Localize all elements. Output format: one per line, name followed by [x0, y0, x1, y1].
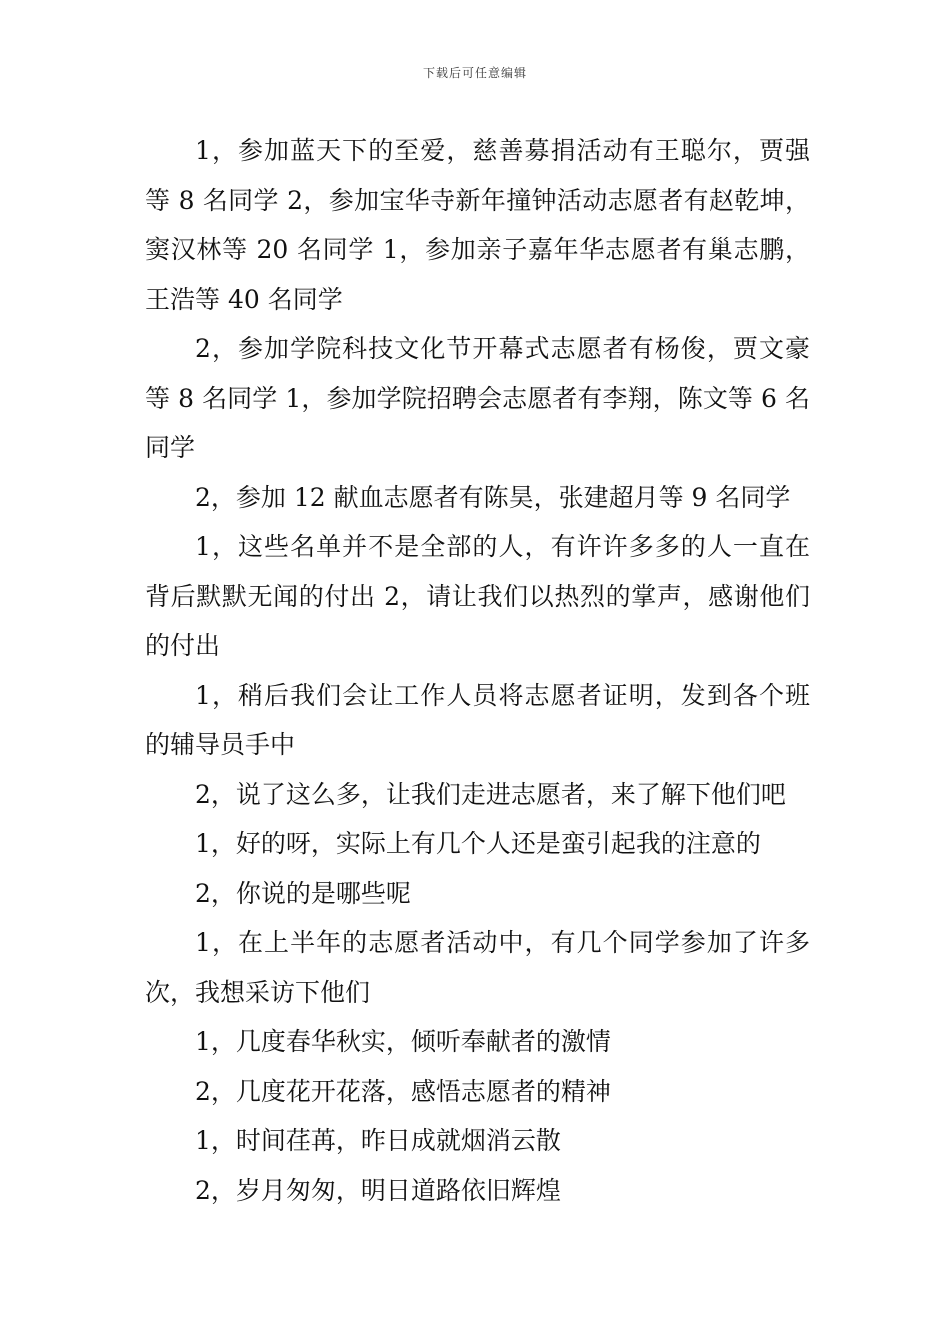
paragraph: 1，好的呀，实际上有几个人还是蛮引起我的注意的 [195, 829, 761, 858]
document-body [145, 126, 810, 1215]
paragraph: 1，在上半年的志愿者活动中，有几个同学参加了许多次，我想采访下他们 [145, 928, 810, 1007]
paragraph: 2，说了这么多，让我们走进志愿者，来了解下他们吧 [195, 779, 786, 809]
paragraph: 2，参加 12 献血志愿者有陈昊，张建超月等 9 名同学 [195, 482, 791, 512]
paragraph: 1，这些名单并不是全部的人，有许许多多的人一直在背后默默无闻的付出 2，请让我们以热烈的掌声，感谢他们的付出 [145, 532, 810, 660]
paragraph: 1，稍后我们会让工作人员将志愿者证明，发到各个班的辅导员手中 [145, 680, 810, 759]
paragraph: 1，几度春华秋实，倾听奉献者的激情 [195, 1027, 611, 1056]
paragraph: 1，参加蓝天下的至爱，慈善募捐活动有王聪尔，贾强等 8 名同学 2，参加宝华寺新年撞钟活动志愿者有赵乾坤，窦汉林等 20 名同学 1，参加亲子嘉年华志愿者有巢志鹏，王浩等 40 名同学 [145, 136, 810, 314]
paragraph: 2，参加学院科技文化节开幕式志愿者有杨俊，贾文豪等 8 名同学 1，参加学院招聘会志愿者有李翔，陈文等 6 名同学 [145, 334, 810, 462]
paragraph: 2，岁月匆匆，明日道路依旧辉煌 [195, 1175, 561, 1205]
page-header: 下载后可任意编辑 [422, 66, 527, 80]
paragraph: 1，时间荏苒，昨日成就烟消云散 [195, 1126, 561, 1155]
paragraph: 2，你说的是哪些呢 [195, 878, 411, 908]
paragraph: 2，几度花开花落，感悟志愿者的精神 [195, 1076, 611, 1106]
